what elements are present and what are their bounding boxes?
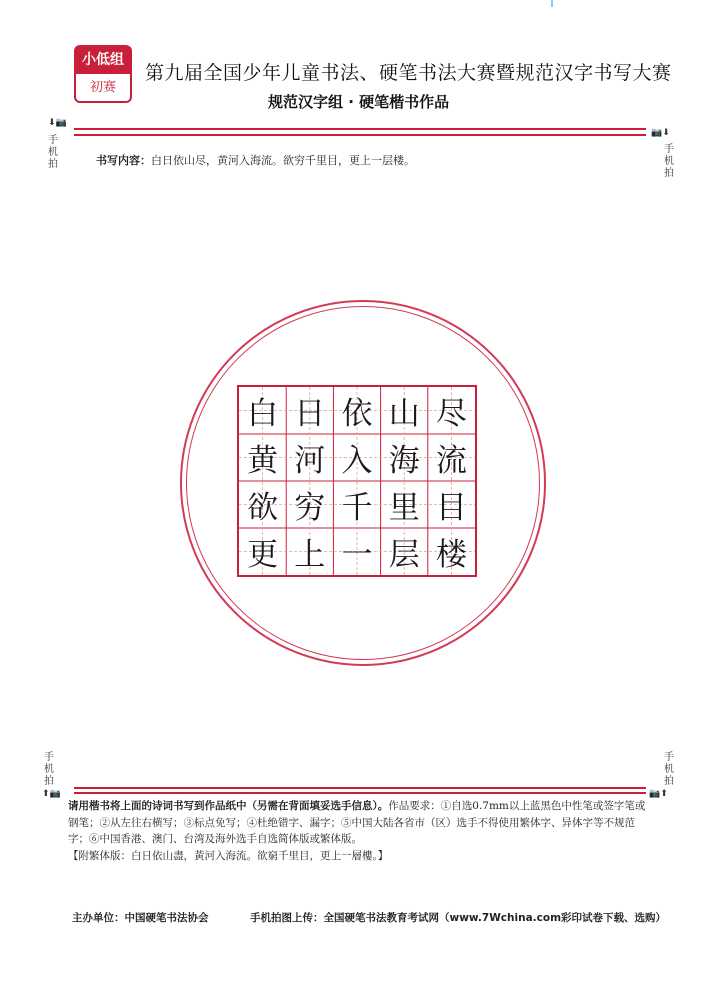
grid-char: 里 [388,490,420,526]
group-badge-label: 小低组 [76,47,130,74]
camera-icon: 📷⬆ [649,789,668,799]
grid-char: 黄 [247,443,279,479]
category-subtitle: 规范汉字组 · 硬笔楷书作品 [268,93,450,111]
phone-shoot-label-right-bottom: 手机拍 [664,752,674,787]
grid-char: 海 [388,443,420,479]
upload-info: 手机拍图上传：全国硬笔书法教育考试网（www.7Wchina.com彩印试卷下载、选购） [250,912,667,924]
grid-char: 入 [341,443,373,479]
grid-char: 目 [435,490,467,526]
grid-char: 层 [388,537,420,573]
grid-char: 一 [341,537,373,573]
phone-shoot-label-left-top: 手机拍 [48,135,58,170]
grid-char: 白 [247,396,279,432]
top-rule [74,128,646,130]
grid-char: 依 [341,396,373,432]
organizer: 主办单位：中国硬笔书法协会 [72,912,209,924]
bottom-rule-thin [74,787,646,789]
phone-shoot-label-left-bottom: 手机拍 [44,752,54,787]
requirements-body: 作品要求：①自选0.7mm以上蓝黑色中性笔或签字笔或钢笔；②从左往右横写；③标点免写；④杜绝错字、漏字；⑤中国大陆各省市（区）选手不得使用繁体字、异体字等不规范字；⑥中国香港、澳门、台湾及海外选手自选简体版或繁体版。 [68,800,646,845]
requirements-intro: 请用楷书将上面的诗词书写到作品纸中（另需在背面填妥选手信息）。 [68,800,389,812]
edge-mark [551,0,553,7]
grid-char: 欲 [247,490,279,526]
grid-char: 河 [294,443,326,479]
traditional-version: 【附繁体版：白日依山盡，黃河入海流。欲窮千里目，更上一層樓。】 [68,849,389,862]
writing-content-text: 白日依山尽，黄河入海流。欲穷千里目，更上一层楼。 [151,154,415,167]
top-rule-thin [74,134,646,136]
grid-char: 山 [388,396,420,432]
requirements-block [68,798,648,864]
camera-icon: ⬆📷 [42,789,61,799]
writing-content [96,152,415,168]
group-badge [74,45,132,103]
grid-char: 上 [294,537,326,573]
bottom-rule [74,792,646,794]
grid-char: 流 [435,443,467,479]
camera-icon: ⬇📷 [48,118,67,128]
grid-char: 更 [247,537,279,573]
grid-char: 穷 [294,490,326,526]
writing-content-label: 书写内容： [96,154,151,167]
competition-title: 第九届全国少年儿童书法、硬笔书法大赛暨规范汉字书写大赛 [145,62,672,84]
grid-char: 楼 [435,537,467,573]
calligraphy-grid [237,385,477,577]
grid-char: 千 [341,490,373,526]
round-badge-label: 初赛 [89,80,116,95]
camera-icon: 📷⬇ [651,128,670,138]
grid-char: 日 [294,396,326,432]
grid-char: 尽 [435,396,467,432]
phone-shoot-label-right-top: 手机拍 [664,144,674,179]
